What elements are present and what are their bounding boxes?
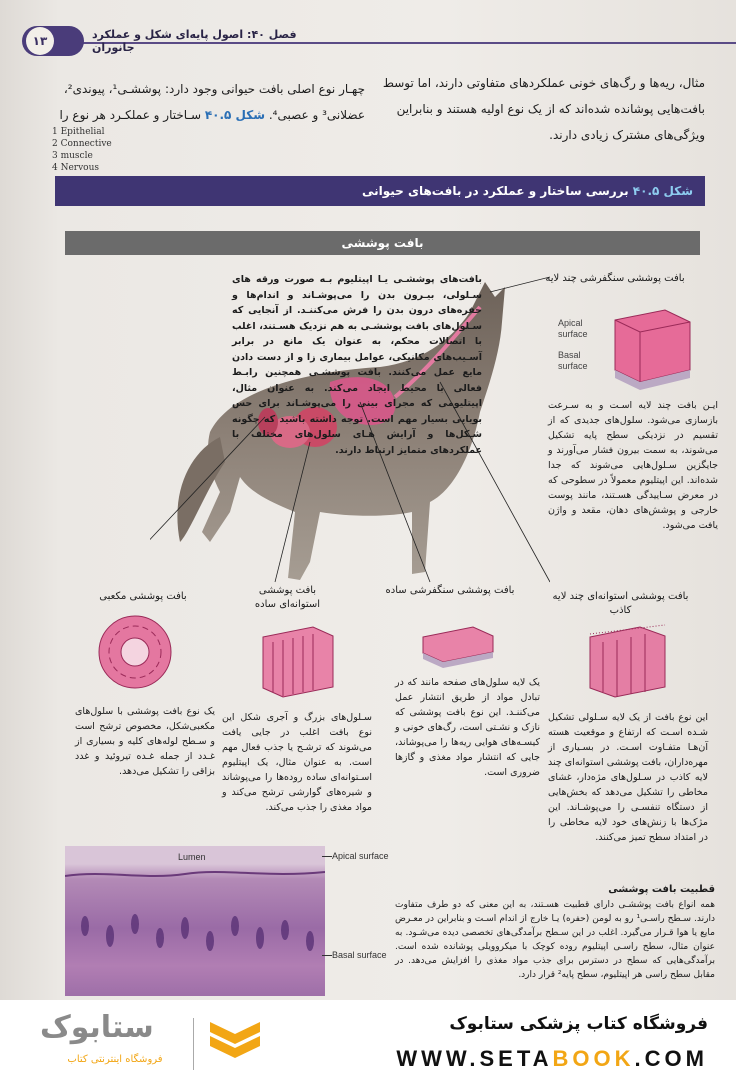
- store-title: فروشگاه کتاب پزشکی ستابوک: [449, 1014, 708, 1034]
- cuboidal-label: بافت پوششی مکعبی: [99, 591, 187, 602]
- micrograph-apical-label: Apical surface: [332, 851, 389, 861]
- intro-left-paragraph: [45, 76, 365, 128]
- simple-columnar-label: بافت پوششی استوانه‌ای ساده: [254, 585, 321, 610]
- polarity-text: همه انواع بافت پوششـی دارای قطبیت هسـتند، به این معنی که دو طرف متفاوت دارند. سـطح راسـی¹ رو به لومن (حفره) یـا خارج از اندام اسـت و بنابراین در معـرض مایع یا هوا قـرار می‌گیرد. اغلب در این سـطح برآمدگی‌های تخصصی دیده می‌شـود. به عنوان مثال، سطح راسـی اپیتلیوم روده کوچک با میکروویلی پوشانده شده است. برآمدگی‌هایی که سطح در دسترس برای جذب مواد مغذی را افزایش می‌دهد. در مقابل سطح راسی هر اپیتلیوم، سطح پایه² قرار دارد.: [395, 900, 715, 980]
- footnote: 2 Connective: [52, 139, 112, 149]
- micrograph-texture: [65, 846, 325, 996]
- intro-left-line-1: چهـار نوع اصلی بافت حیوانی وجود دارد: پوششـی¹، پیوندی²،: [63, 82, 365, 96]
- footnote: 1 Epithelial: [52, 127, 105, 137]
- micrograph-basal-label: Basal surface: [332, 950, 387, 960]
- figure-reference-link[interactable]: شکل ۴۰.۵: [204, 108, 266, 122]
- book-logo-icon: [205, 1012, 265, 1067]
- page-number: ۱۳: [26, 27, 54, 55]
- lumen-label: Lumen: [178, 852, 206, 862]
- pseudostratified-label: بافت پوششی استوانه‌ای چند لایه کاذب: [552, 591, 689, 616]
- pointer-line: [322, 955, 332, 956]
- page-number-badge: [22, 26, 84, 56]
- figure-intro-paragraph: بافت‌های پوششـی یـا اپیتلیوم بـه صورت ورقه های سـلولی، بیـرون بدن را می‌پوشـاند و اندام‌ها و حفره‌های درون بدن را فرش می‌کننـد. از آنجایی که سـلول‌های بافت پوششـی به هم نزدیک هسـتند، اغلب با اتصالات محکم، به عنوان یک مانع در برابر آسـیب‌های مکانیکی، عوامل بیماری زا و از دست دادن مایع عمل می‌کنند. بافت پوششـی همچنین رابـط فعالی با محیط ایجاد می‌کند. به عنوان مثال، اپیتلیومی که مجرای بینی را می‌پوشـاند برای حس بویایی بسیار مهم است. توجه داشته باشید که چگونه شـکل‌ها و آرایش هـای سلول‌های مختلف با عملکردهای متمایز ارتباط دارند.: [232, 274, 482, 456]
- simple-squamous-label: بافت پوششی سنگفرشی ساده: [385, 585, 515, 596]
- stratified-squamous-label: بافت پوششی سنگفرشی چند لایه: [545, 273, 685, 284]
- store-logo-text: ستابوک: [40, 1010, 154, 1045]
- simple-squamous-text: یک لایه سلول‌های صفحه مانند که در تبادل مواد از طریق انتشار عمل می‌کننـد. این نوع بافت پوششی که نازک و نشـتی است، رگ‌های خونی و کیسـه‌های هوایی ریه‌ها را می‌پوشاند، جایی که انتشار مواد مغذی و گازها ضروری است.: [395, 677, 540, 778]
- stratified-squamous-text: ایـن بافت چند لایه اسـت و به سـرعت بازسازی می‌شود. سلول‌های جدیدی که از تقسیم در نزدیکی سطح پایه تشکیل می‌شوند، به سمت بیرون فشار می‌آورند و جایگزین سـلول‌هایی می‌شوند که جدا شده‌اند. این اپیتلیوم معمولاً در سطوحی که در معرض سـاییدگی هسـتند، مانند پوست خارجی و پوشش‌های دهان، مقعد و واژن یافت می‌شود.: [548, 400, 718, 531]
- store-logo-subtitle: فروشگاه اینترنتی کتاب: [67, 1054, 163, 1065]
- section-title: بافت پوششی: [65, 231, 700, 255]
- footnotes: [52, 126, 112, 174]
- simple-columnar-diagram: [258, 622, 338, 702]
- intro-right-paragraph: مثال، ریه‌ها و رگ‌های خونی عملکردهای متفاوتی دارند، اما توسط بافت‌هایی پوشانده شده‌اند که از یک نوع اولیه هستند و بنابراین ویژگی‌های مشترک زیادی دارند.: [382, 76, 705, 142]
- stratified-squamous-diagram: [605, 300, 695, 390]
- footnote: 3 muscle: [52, 151, 93, 161]
- simple-columnar-text: سـلول‌های بزرگ و آجری شکل این نوع بافت اغلب در جایی یافت می‌شوند که ترشـح یا جذب فعال مهم است. به عنوان مثال، یک اپیتلیوم اسـتوانه‌ای ساده روده‌ها را می‌پوشاند و شیره‌های گوارشی ترشح می‌کند و مواد مغذی را جذب می‌کند.: [222, 712, 372, 813]
- figure-header: [55, 176, 705, 206]
- cuboidal-text: یک نوع بافت پوششی با سلول‌های مکعبی‌شکل، مخصوص ترشح است و سـطح لوله‌های کلیه و بسیاری از غـدد از جمله غـده تیروئید و غدد بزاقی را تشکیل می‌دهد.: [75, 706, 215, 777]
- pseudostratified-diagram: [585, 622, 670, 702]
- simple-squamous-diagram: [418, 622, 498, 672]
- chapter-title: فصل ۴۰: اصول پایه‌ای شکل و عملکرد جانوران: [92, 28, 297, 54]
- pseudostratified-text: این نوع بافت از یک لایه سـلولی تشکیل شـده اسـت که ارتفاع و موقعیت هسته آن‌هـا متفـاوت اسـت. در بسـیاری از مهره‌داران، بافت پوششی استوانه‌ای چند لایه کاذب در سـلول‌های مژه‌دار، غشای مخاطی را تشکیل می‌دهد که بخش‌هایی از دستگاه تنفسـی را می‌پوشـاند. این مژک‌ها با زنش‌های خود لایه مخاطی را در امتداد سطح تمیز می‌کنند.: [548, 712, 708, 843]
- intro-left-line-2: عضلانی³ و عصبی⁴. شکل ۴۰.۵ سـاختار و عملکـرد هر نوع را: [59, 108, 365, 122]
- tissue-micrograph: [65, 846, 325, 996]
- cuboidal-diagram: [95, 612, 175, 692]
- polarity-title: قطبیت بافت پوششی: [608, 884, 715, 895]
- banner-divider: [193, 1018, 194, 1070]
- apical-surface-label: Apical surface: [558, 318, 588, 339]
- basal-surface-label: Basal surface: [558, 350, 588, 371]
- figure-number: شکل ۴۰.۵: [632, 184, 693, 198]
- store-url: WWW.SETABOOK.COM: [396, 1046, 708, 1071]
- figure-caption: بررسی ساختار و عملکرد در بافت‌های حیوانی: [361, 184, 633, 198]
- footnote: 4 Nervous: [52, 163, 100, 173]
- pointer-line: [322, 856, 332, 857]
